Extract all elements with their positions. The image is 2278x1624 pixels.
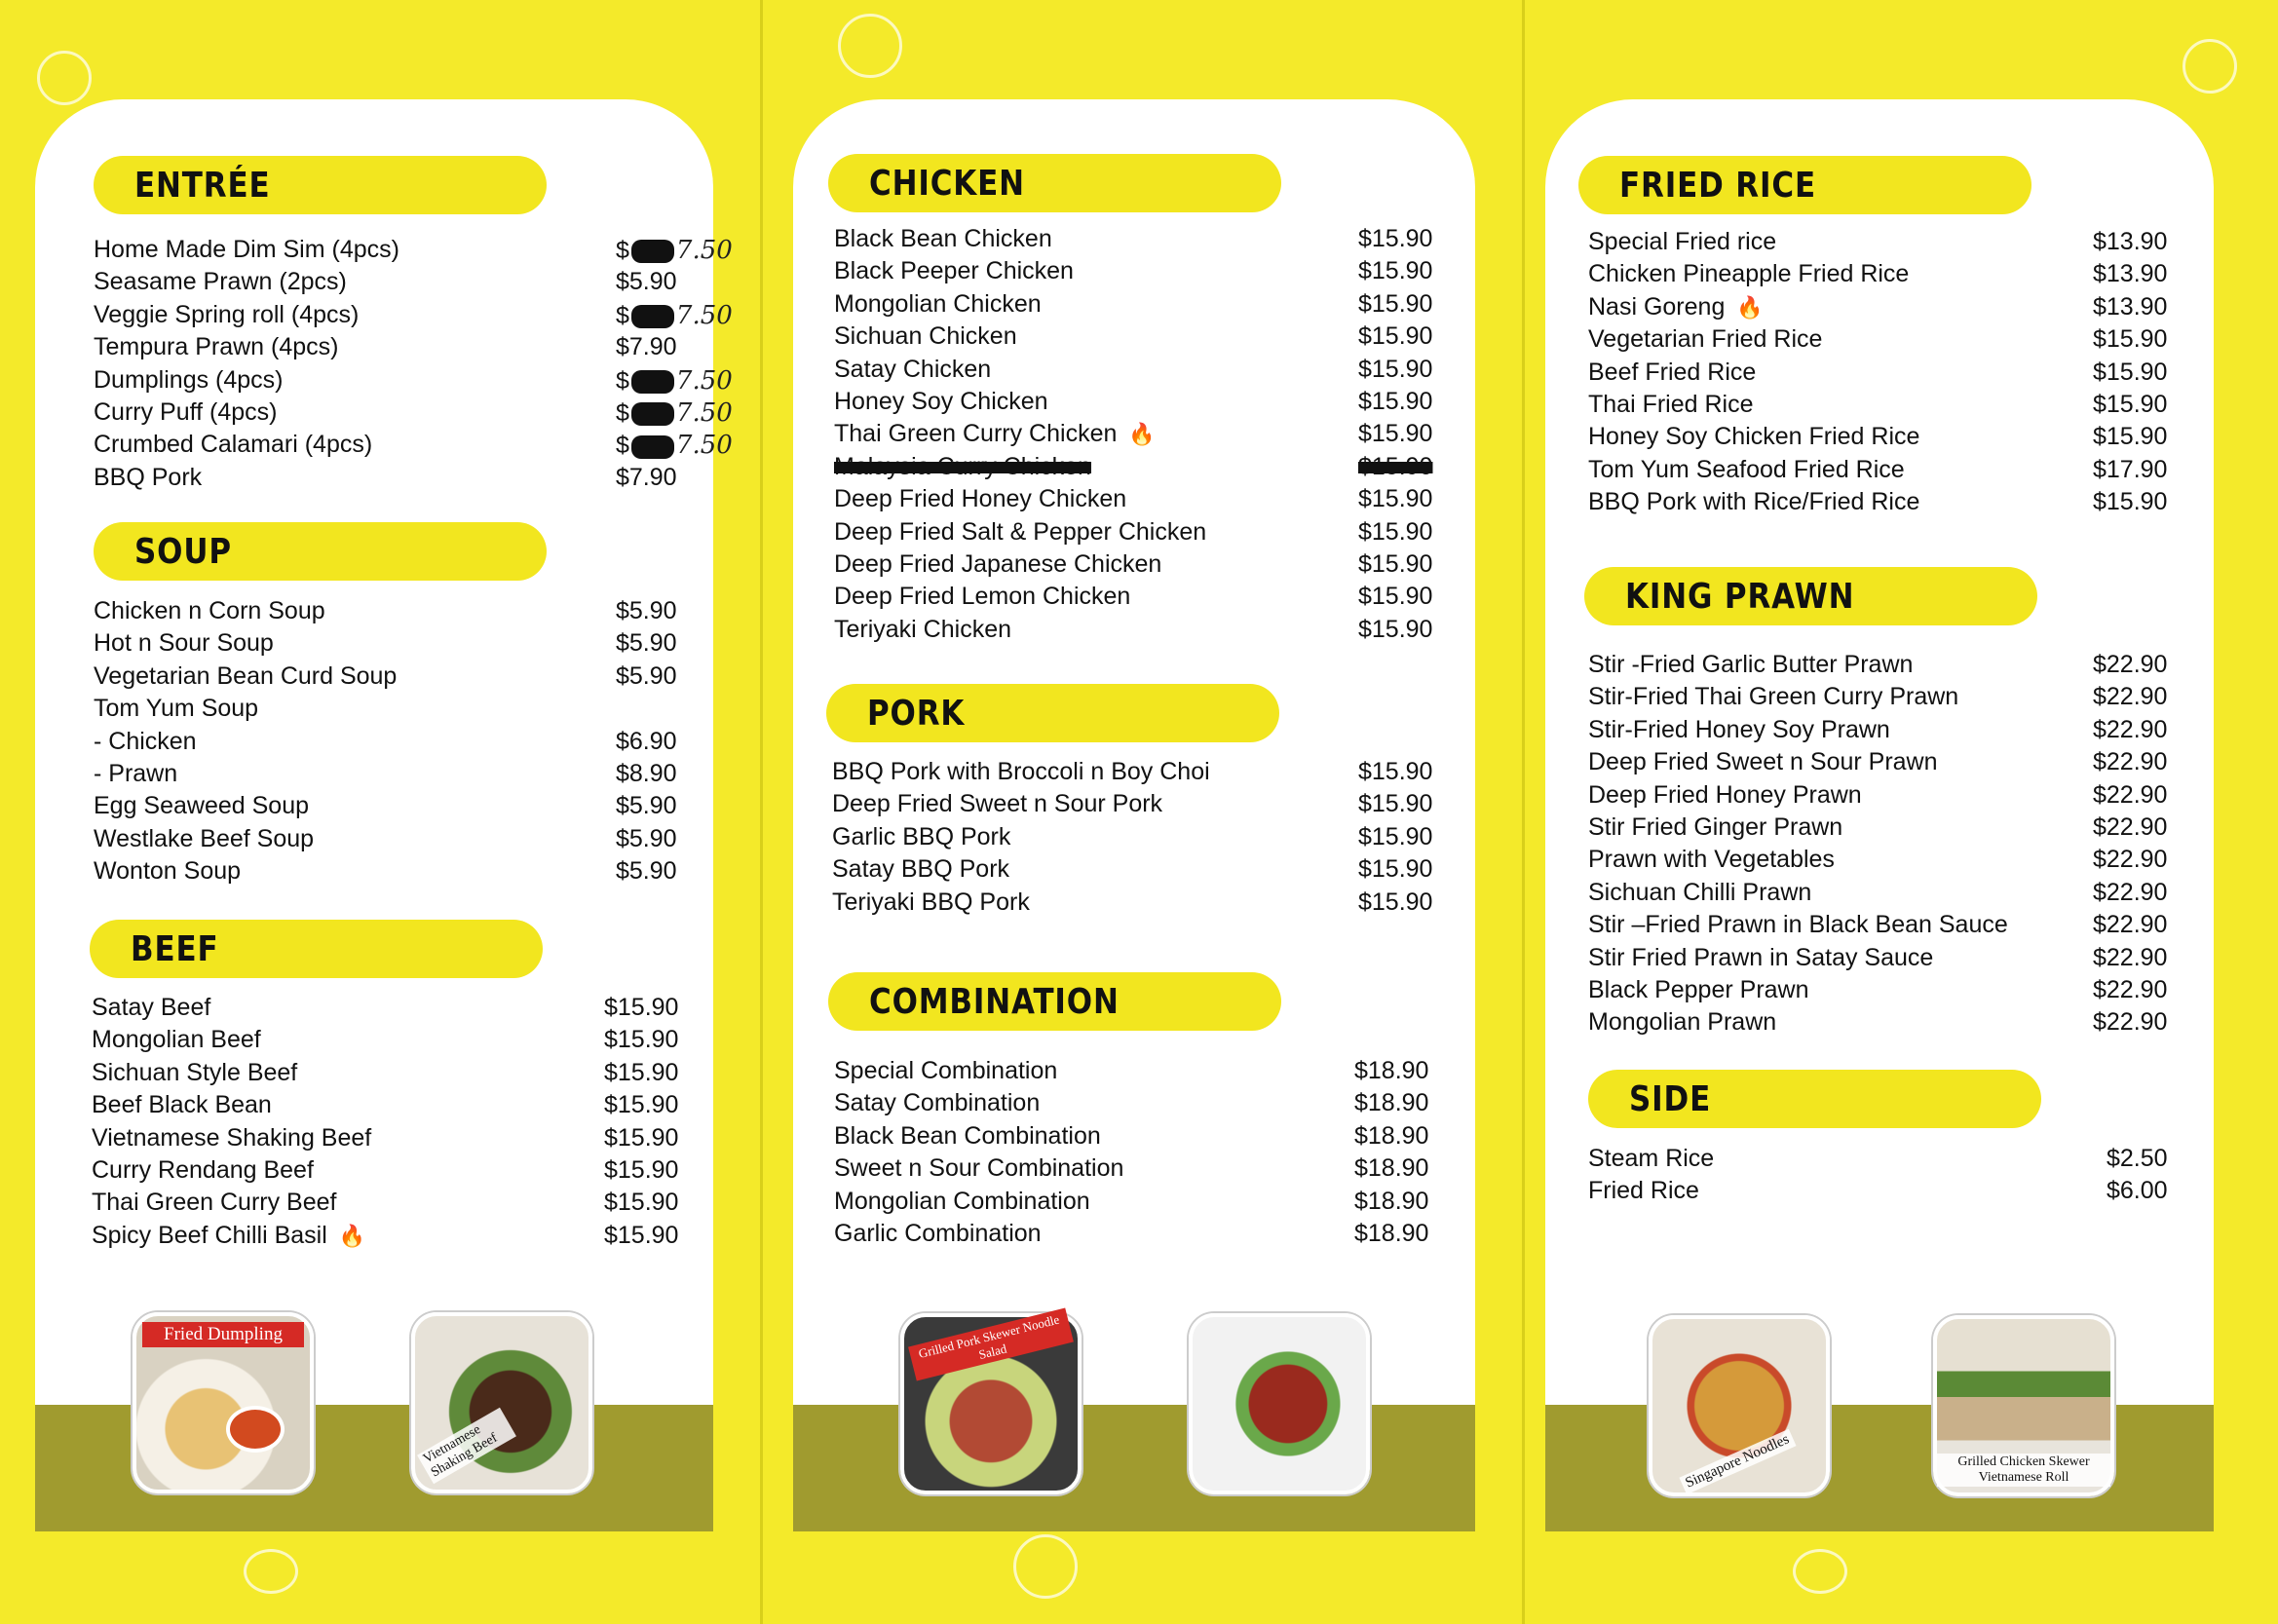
menu-item-row bbox=[94, 695, 723, 727]
vegetable-doodle bbox=[1793, 1549, 1847, 1594]
menu-item-price: $15.90 bbox=[1358, 822, 1433, 850]
menu-item-name: Tom Yum Seafood Fried Rice bbox=[1588, 455, 1905, 483]
menu-item-price: $17.90 bbox=[2093, 455, 2168, 483]
menu-item-row bbox=[1588, 456, 2200, 488]
menu-item-name: Beef Fried Rice bbox=[1588, 358, 1757, 386]
menu-item-price: $15.90 bbox=[1358, 550, 1433, 578]
menu-item-price: $15.90 bbox=[1358, 420, 1433, 448]
menu-item-row bbox=[1588, 683, 2200, 715]
menu-item-name: Spicy Beef Chilli Basil 🔥 bbox=[92, 1221, 366, 1249]
menu-item-row bbox=[834, 1089, 1462, 1121]
footer-band bbox=[793, 1405, 1475, 1531]
section-header-king-prawn: KING PRAWN bbox=[1584, 567, 2037, 625]
menu-item-name: Special Fried rice bbox=[1588, 228, 1777, 255]
menu-item-price: $15.90 bbox=[1358, 485, 1433, 513]
menu-item-price: $15.90 bbox=[1358, 257, 1433, 285]
menu-item-row bbox=[1588, 325, 2200, 358]
menu-item-price: $18.90 bbox=[1354, 1121, 1429, 1150]
menu-item-name: Thai Green Curry Chicken 🔥 bbox=[834, 420, 1156, 448]
menu-item-name: Deep Fried Sweet n Sour Prawn bbox=[1588, 748, 1938, 776]
menu-item-price: $15.90 bbox=[604, 1026, 679, 1054]
menu-item-price: $18.90 bbox=[1354, 1187, 1429, 1215]
menu-item-row bbox=[834, 290, 1465, 322]
menu-item-row bbox=[834, 453, 1465, 485]
menu-item-row bbox=[834, 388, 1465, 420]
menu-item-price: $15.90 bbox=[1358, 888, 1433, 916]
menu-item-name: Thai Fried Rice bbox=[1588, 391, 1754, 418]
redaction-mark bbox=[631, 370, 674, 394]
menu-item-name: Veggie Spring roll (4pcs) bbox=[94, 300, 360, 328]
menu-item-name: Satay Chicken bbox=[834, 355, 992, 383]
menu-item-price bbox=[616, 236, 733, 265]
menu-item-name: Black Bean Chicken bbox=[834, 225, 1052, 252]
menu-item-row bbox=[94, 825, 723, 857]
menu-item-name: Seasame Prawn (2pcs) bbox=[94, 268, 347, 296]
menu-item-row bbox=[1588, 228, 2200, 260]
menu-item-name: Black Pepper Prawn bbox=[1588, 976, 1809, 1003]
menu-item-name: Chicken n Corn Soup bbox=[94, 597, 325, 624]
photo-caption: Singapore Noodles bbox=[1679, 1429, 1796, 1494]
menu-item-row bbox=[834, 616, 1465, 648]
menu-item-name: Stir-Fried Thai Green Curry Prawn bbox=[1588, 683, 1959, 711]
menu-item-price: $22.90 bbox=[2093, 651, 2168, 678]
menu-item-price: $5.90 bbox=[616, 268, 677, 296]
menu-item-row bbox=[1588, 879, 2200, 911]
menu-item-row bbox=[1588, 944, 2200, 976]
menu-item-price: $15.90 bbox=[1358, 790, 1433, 818]
menu-item-name: Sichuan Chicken bbox=[834, 322, 1017, 351]
menu-item-row bbox=[94, 268, 723, 300]
menu-item-price: $18.90 bbox=[1354, 1089, 1429, 1117]
menu-item-name: Home Made Dim Sim (4pcs) bbox=[94, 236, 399, 263]
section-header-combination: COMBINATION bbox=[828, 972, 1281, 1031]
price-prefix: $ bbox=[616, 399, 629, 427]
menu-item-row bbox=[94, 662, 723, 695]
menu-item-name: Mongolian Chicken bbox=[834, 289, 1042, 318]
menu-item-price bbox=[616, 366, 733, 396]
redaction-mark bbox=[631, 240, 674, 263]
menu-item-row bbox=[94, 365, 733, 398]
section-header-pork: PORK bbox=[826, 684, 1279, 742]
menu-item-row bbox=[1588, 260, 2200, 292]
menu-item-price: $15.90 bbox=[604, 1123, 679, 1152]
menu-item-row bbox=[92, 1156, 711, 1189]
menu-item-row bbox=[1588, 813, 2200, 846]
section-header-side: SIDE bbox=[1588, 1070, 2041, 1128]
menu-item-price: $15.90 bbox=[604, 994, 679, 1021]
handwritten-price: 7.50 bbox=[675, 365, 733, 396]
menu-item-price: $15.90 bbox=[1358, 855, 1433, 884]
fried-dumpling-photo bbox=[133, 1312, 314, 1493]
chili-flame-icon: 🔥 bbox=[1736, 294, 1764, 320]
menu-item-name: Black Bean Combination bbox=[834, 1121, 1101, 1150]
menu-item-row bbox=[832, 758, 1465, 790]
menu-item-row bbox=[94, 464, 723, 496]
menu-item-price: $13.90 bbox=[2093, 228, 2168, 255]
menu-item-name: Deep Fried Sweet n Sour Pork bbox=[832, 790, 1163, 818]
menu-item-price bbox=[616, 301, 733, 330]
price-prefix: $ bbox=[616, 301, 629, 329]
menu-item-name: Stir –Fried Prawn in Black Bean Sauce bbox=[1588, 911, 2008, 939]
menu-item-row bbox=[1588, 1145, 2214, 1177]
vegetable-doodle bbox=[244, 1549, 298, 1594]
handwritten-price: 7.50 bbox=[675, 300, 733, 330]
menu-item-price: $15.90 bbox=[1358, 322, 1433, 351]
menu-item-price: $5.90 bbox=[616, 824, 677, 852]
handwritten-price: 7.50 bbox=[675, 431, 733, 461]
chili-flame-icon: 🔥 bbox=[338, 1223, 366, 1248]
menu-item-row bbox=[1588, 911, 2200, 943]
menu-item-price: $2.50 bbox=[2107, 1145, 2168, 1172]
menu-item-price: $15.90 bbox=[1358, 517, 1433, 546]
menu-item-name: Prawn with Vegetables bbox=[1588, 846, 1835, 874]
menu-item-row bbox=[832, 790, 1465, 822]
menu-item-row bbox=[834, 1122, 1462, 1154]
menu-item-name: Sichuan Style Beef bbox=[92, 1058, 298, 1086]
menu-item-row bbox=[1588, 846, 2200, 878]
shaking-beef-photo bbox=[411, 1312, 592, 1493]
menu-item-price: $5.90 bbox=[616, 661, 677, 690]
chili-flame-icon: 🔥 bbox=[1128, 422, 1156, 447]
menu-item-name: BBQ Pork with Broccoli n Boy Choi bbox=[832, 758, 1210, 785]
menu-item-price: $18.90 bbox=[1354, 1057, 1429, 1084]
redaction-mark bbox=[631, 305, 674, 328]
menu-item-row bbox=[94, 431, 733, 463]
menu-item-row bbox=[834, 1220, 1462, 1252]
menu-item-row bbox=[834, 322, 1465, 355]
menu-item-row bbox=[1588, 1008, 2200, 1040]
menu-item-row bbox=[1588, 293, 2200, 325]
menu-item-price: $15.90 bbox=[1358, 758, 1433, 785]
menu-item-name: Stir-Fried Honey Soy Prawn bbox=[1588, 715, 1890, 743]
menu-item-name: Steam Rice bbox=[1588, 1145, 1715, 1172]
section-header-beef: BEEF bbox=[90, 920, 543, 978]
menu-item-name: Deep Fried Lemon Chicken bbox=[834, 583, 1131, 611]
menu-item-name: Tempura Prawn (4pcs) bbox=[94, 333, 339, 361]
menu-item-price: $15.90 bbox=[1358, 452, 1433, 480]
fold-line-right bbox=[1522, 0, 1525, 1624]
menu-item-row bbox=[1588, 781, 2200, 813]
menu-item-name: Westlake Beef Soup bbox=[94, 824, 315, 852]
menu-item-name: Tom Yum Soup bbox=[94, 695, 259, 723]
section-header-fried-rice: FRIED RICE bbox=[1578, 156, 2031, 214]
menu-item-price: $5.90 bbox=[616, 857, 677, 886]
menu-item-name: - Prawn bbox=[94, 760, 178, 787]
menu-panel-right bbox=[1545, 99, 2214, 1531]
menu-item-name: Satay BBQ Pork bbox=[832, 855, 1010, 884]
menu-item-row bbox=[1588, 976, 2200, 1008]
menu-item-price: $7.90 bbox=[616, 333, 677, 361]
photo-caption: Vietnamese Shaking Beef bbox=[417, 1408, 516, 1484]
menu-item-price: $22.90 bbox=[2093, 878, 2168, 906]
menu-item-price: $22.90 bbox=[2093, 748, 2168, 776]
menu-item-price: $5.90 bbox=[616, 597, 677, 624]
menu-item-price: $18.90 bbox=[1354, 1154, 1429, 1183]
section-header-chicken: CHICKEN bbox=[828, 154, 1281, 212]
menu-item-price: $15.90 bbox=[2093, 358, 2168, 386]
bbq-pork-photo bbox=[1189, 1313, 1370, 1494]
menu-item-price: $22.90 bbox=[2093, 1008, 2168, 1037]
menu-item-row bbox=[1588, 748, 2200, 780]
menu-item-row bbox=[94, 629, 723, 661]
menu-item-price: $15.90 bbox=[1358, 225, 1433, 252]
menu-item-price: $15.90 bbox=[2093, 325, 2168, 354]
menu-item-row bbox=[94, 728, 723, 760]
menu-item-price: $13.90 bbox=[2093, 260, 2168, 288]
photo-caption: Grilled Chicken Skewer Vietnamese Roll bbox=[1937, 1454, 2110, 1487]
menu-item-name: Teriyaki BBQ Pork bbox=[832, 888, 1030, 916]
menu-item-row bbox=[92, 1026, 711, 1058]
menu-item-row bbox=[94, 792, 723, 824]
lemon-doodle bbox=[1013, 1534, 1078, 1599]
menu-item-name: Chicken Pineapple Fried Rice bbox=[1588, 260, 1910, 288]
menu-item-row bbox=[94, 333, 723, 365]
menu-item-name: Deep Fried Honey Chicken bbox=[834, 485, 1127, 513]
menu-item-name: Vegetarian Fried Rice bbox=[1588, 325, 1823, 354]
menu-item-price: $15.90 bbox=[2093, 488, 2168, 516]
menu-item-name: Deep Fried Salt & Pepper Chicken bbox=[834, 517, 1207, 546]
lemon-doodle bbox=[838, 14, 902, 78]
chicken-roll-photo bbox=[1933, 1315, 2114, 1496]
menu-item-name: Hot n Sour Soup bbox=[94, 629, 274, 658]
handwritten-price: 7.50 bbox=[675, 398, 733, 428]
menu-item-price: $22.90 bbox=[2093, 813, 2168, 841]
menu-item-name: Garlic BBQ Pork bbox=[832, 822, 1011, 850]
menu-item-price: $22.90 bbox=[2093, 911, 2168, 939]
section-header-entree: ENTRÉE bbox=[94, 156, 547, 214]
menu-item-name: Vegetarian Bean Curd Soup bbox=[94, 661, 398, 690]
menu-item-name: - Chicken bbox=[94, 727, 197, 755]
menu-item-name: Honey Soy Chicken Fried Rice bbox=[1588, 423, 1920, 451]
vegetable-doodle bbox=[2183, 39, 2237, 94]
singapore-noodles-photo bbox=[1649, 1315, 1830, 1496]
menu-item-price: $22.90 bbox=[2093, 715, 2168, 743]
menu-item-row bbox=[1588, 488, 2200, 520]
menu-item-name: Stir -Fried Garlic Butter Prawn bbox=[1588, 651, 1914, 678]
menu-item-row bbox=[92, 1222, 711, 1254]
menu-item-row bbox=[834, 356, 1465, 388]
menu-item-row bbox=[94, 597, 723, 629]
menu-item-price: $15.90 bbox=[604, 1221, 679, 1249]
menu-item-name: BBQ Pork bbox=[94, 463, 203, 491]
handwritten-price: 7.50 bbox=[675, 236, 733, 265]
menu-item-price: $13.90 bbox=[2093, 292, 2168, 321]
menu-item-price: $15.90 bbox=[2093, 423, 2168, 451]
menu-item-row bbox=[834, 257, 1465, 289]
menu-item-price: $15.90 bbox=[604, 1091, 679, 1119]
photo-caption: Fried Dumpling bbox=[142, 1322, 304, 1347]
menu-item-row bbox=[94, 857, 723, 889]
price-prefix: $ bbox=[616, 366, 629, 395]
menu-item-name: Stir Fried Prawn in Satay Sauce bbox=[1588, 943, 1934, 971]
photo-caption: Grilled Pork Skewer Noodle Salad bbox=[908, 1307, 1074, 1380]
menu-item-price: $15.90 bbox=[1358, 615, 1433, 643]
section-header-soup: SOUP bbox=[94, 522, 547, 581]
menu-item-row bbox=[92, 994, 711, 1026]
menu-item-name: Mongolian Combination bbox=[834, 1187, 1090, 1215]
menu-item-row bbox=[94, 236, 733, 268]
menu-item-price: $15.90 bbox=[1358, 583, 1433, 611]
menu-item-price: $22.90 bbox=[2093, 683, 2168, 711]
sauce-dish bbox=[226, 1406, 285, 1453]
menu-item-row bbox=[834, 550, 1465, 583]
menu-item-price: $7.90 bbox=[616, 463, 677, 491]
menu-item-row bbox=[92, 1091, 711, 1123]
menu-item-name: Vietnamese Shaking Beef bbox=[92, 1123, 372, 1152]
menu-item-row bbox=[1588, 423, 2200, 455]
menu-item-name: Beef Black Bean bbox=[92, 1091, 272, 1119]
menu-item-price: $5.90 bbox=[616, 629, 677, 658]
menu-item-price: $15.90 bbox=[1358, 289, 1433, 318]
menu-item-name: Sichuan Chilli Prawn bbox=[1588, 878, 1812, 906]
menu-item-row bbox=[832, 855, 1465, 888]
menu-item-price: $5.90 bbox=[616, 792, 677, 820]
menu-item-name: Teriyaki Chicken bbox=[834, 615, 1012, 643]
menu-item-row bbox=[832, 888, 1465, 921]
menu-item-row bbox=[832, 823, 1465, 855]
menu-item-row bbox=[834, 1188, 1462, 1220]
menu-item-name: Mongolian Prawn bbox=[1588, 1008, 1777, 1037]
menu-item-row bbox=[1588, 391, 2200, 423]
menu-item-row bbox=[834, 1154, 1462, 1187]
menu-item-name: Curry Puff (4pcs) bbox=[94, 398, 278, 426]
menu-item-price: $8.90 bbox=[616, 760, 677, 787]
price-prefix: $ bbox=[616, 237, 629, 264]
menu-item-name: Wonton Soup bbox=[94, 857, 242, 886]
menu-item-row bbox=[834, 1057, 1462, 1089]
menu-item-name: Dumplings (4pcs) bbox=[94, 365, 284, 394]
menu-item-row bbox=[92, 1189, 711, 1221]
menu-item-row bbox=[92, 1059, 711, 1091]
menu-item-name: Thai Green Curry Beef bbox=[92, 1189, 337, 1217]
fold-line-left bbox=[760, 0, 763, 1624]
menu-item-name: Sweet n Sour Combination bbox=[834, 1154, 1124, 1183]
menu-item-price: $15.90 bbox=[1358, 355, 1433, 383]
menu-item-name: Crumbed Calamari (4pcs) bbox=[94, 431, 373, 459]
menu-item-price: $22.90 bbox=[2093, 976, 2168, 1003]
menu-item-name: Fried Rice bbox=[1588, 1177, 1699, 1205]
menu-item-price: $15.90 bbox=[604, 1058, 679, 1086]
menu-item-row bbox=[94, 760, 723, 792]
menu-item-name: Honey Soy Chicken bbox=[834, 388, 1048, 415]
menu-item-row bbox=[1588, 1177, 2214, 1209]
menu-item-name: Deep Fried Japanese Chicken bbox=[834, 550, 1162, 578]
menu-item-row bbox=[1588, 716, 2200, 748]
menu-item-name: Stir Fried Ginger Prawn bbox=[1588, 813, 1843, 841]
menu-item-name: Black Peeper Chicken bbox=[834, 257, 1074, 285]
price-prefix: $ bbox=[616, 432, 629, 460]
menu-item-name: Mongolian Beef bbox=[92, 1026, 261, 1054]
menu-item-name: Deep Fried Honey Prawn bbox=[1588, 780, 1862, 809]
menu-item-row bbox=[1588, 359, 2200, 391]
menu-item-name: Special Combination bbox=[834, 1057, 1058, 1084]
menu-item-price: $15.90 bbox=[604, 1189, 679, 1217]
menu-item-row bbox=[834, 225, 1465, 257]
menu-item-price: $15.90 bbox=[2093, 391, 2168, 418]
menu-item-name: Satay Combination bbox=[834, 1089, 1041, 1117]
menu-item-name: Satay Beef bbox=[92, 994, 211, 1021]
pork-skewer-photo bbox=[900, 1313, 1082, 1494]
menu-item-row bbox=[834, 485, 1465, 517]
menu-item-name: Malaysia Curry Chicken bbox=[834, 452, 1091, 480]
menu-item-row bbox=[1588, 651, 2200, 683]
menu-item-name: Egg Seaweed Soup bbox=[94, 792, 310, 820]
menu-item-price: $22.90 bbox=[2093, 846, 2168, 874]
menu-item-price: $15.90 bbox=[1358, 388, 1433, 415]
redaction-mark bbox=[631, 435, 674, 459]
menu-item-price bbox=[616, 398, 733, 428]
menu-panel-middle bbox=[793, 99, 1475, 1531]
menu-item-name: BBQ Pork with Rice/Fried Rice bbox=[1588, 488, 1920, 516]
tomato-doodle bbox=[37, 51, 92, 105]
menu-item-row bbox=[834, 518, 1465, 550]
menu-panel-left bbox=[35, 99, 733, 1531]
menu-item-price bbox=[616, 431, 733, 460]
menu-item-row bbox=[94, 300, 733, 333]
menu-item-price: $15.90 bbox=[604, 1156, 679, 1184]
menu-item-name: Nasi Goreng 🔥 bbox=[1588, 292, 1764, 321]
menu-item-price: $6.00 bbox=[2107, 1177, 2168, 1205]
menu-item-price: $22.90 bbox=[2093, 943, 2168, 971]
menu-item-row bbox=[92, 1124, 711, 1156]
menu-item-price: $18.90 bbox=[1354, 1220, 1429, 1247]
menu-item-name: Curry Rendang Beef bbox=[92, 1156, 314, 1184]
menu-item-row bbox=[94, 398, 733, 431]
redaction-mark bbox=[631, 402, 674, 426]
menu-item-row bbox=[834, 583, 1465, 615]
menu-item-name: Garlic Combination bbox=[834, 1220, 1042, 1247]
menu-item-price: $22.90 bbox=[2093, 780, 2168, 809]
menu-item-row bbox=[834, 420, 1465, 452]
menu-item-price: $6.90 bbox=[616, 727, 677, 755]
